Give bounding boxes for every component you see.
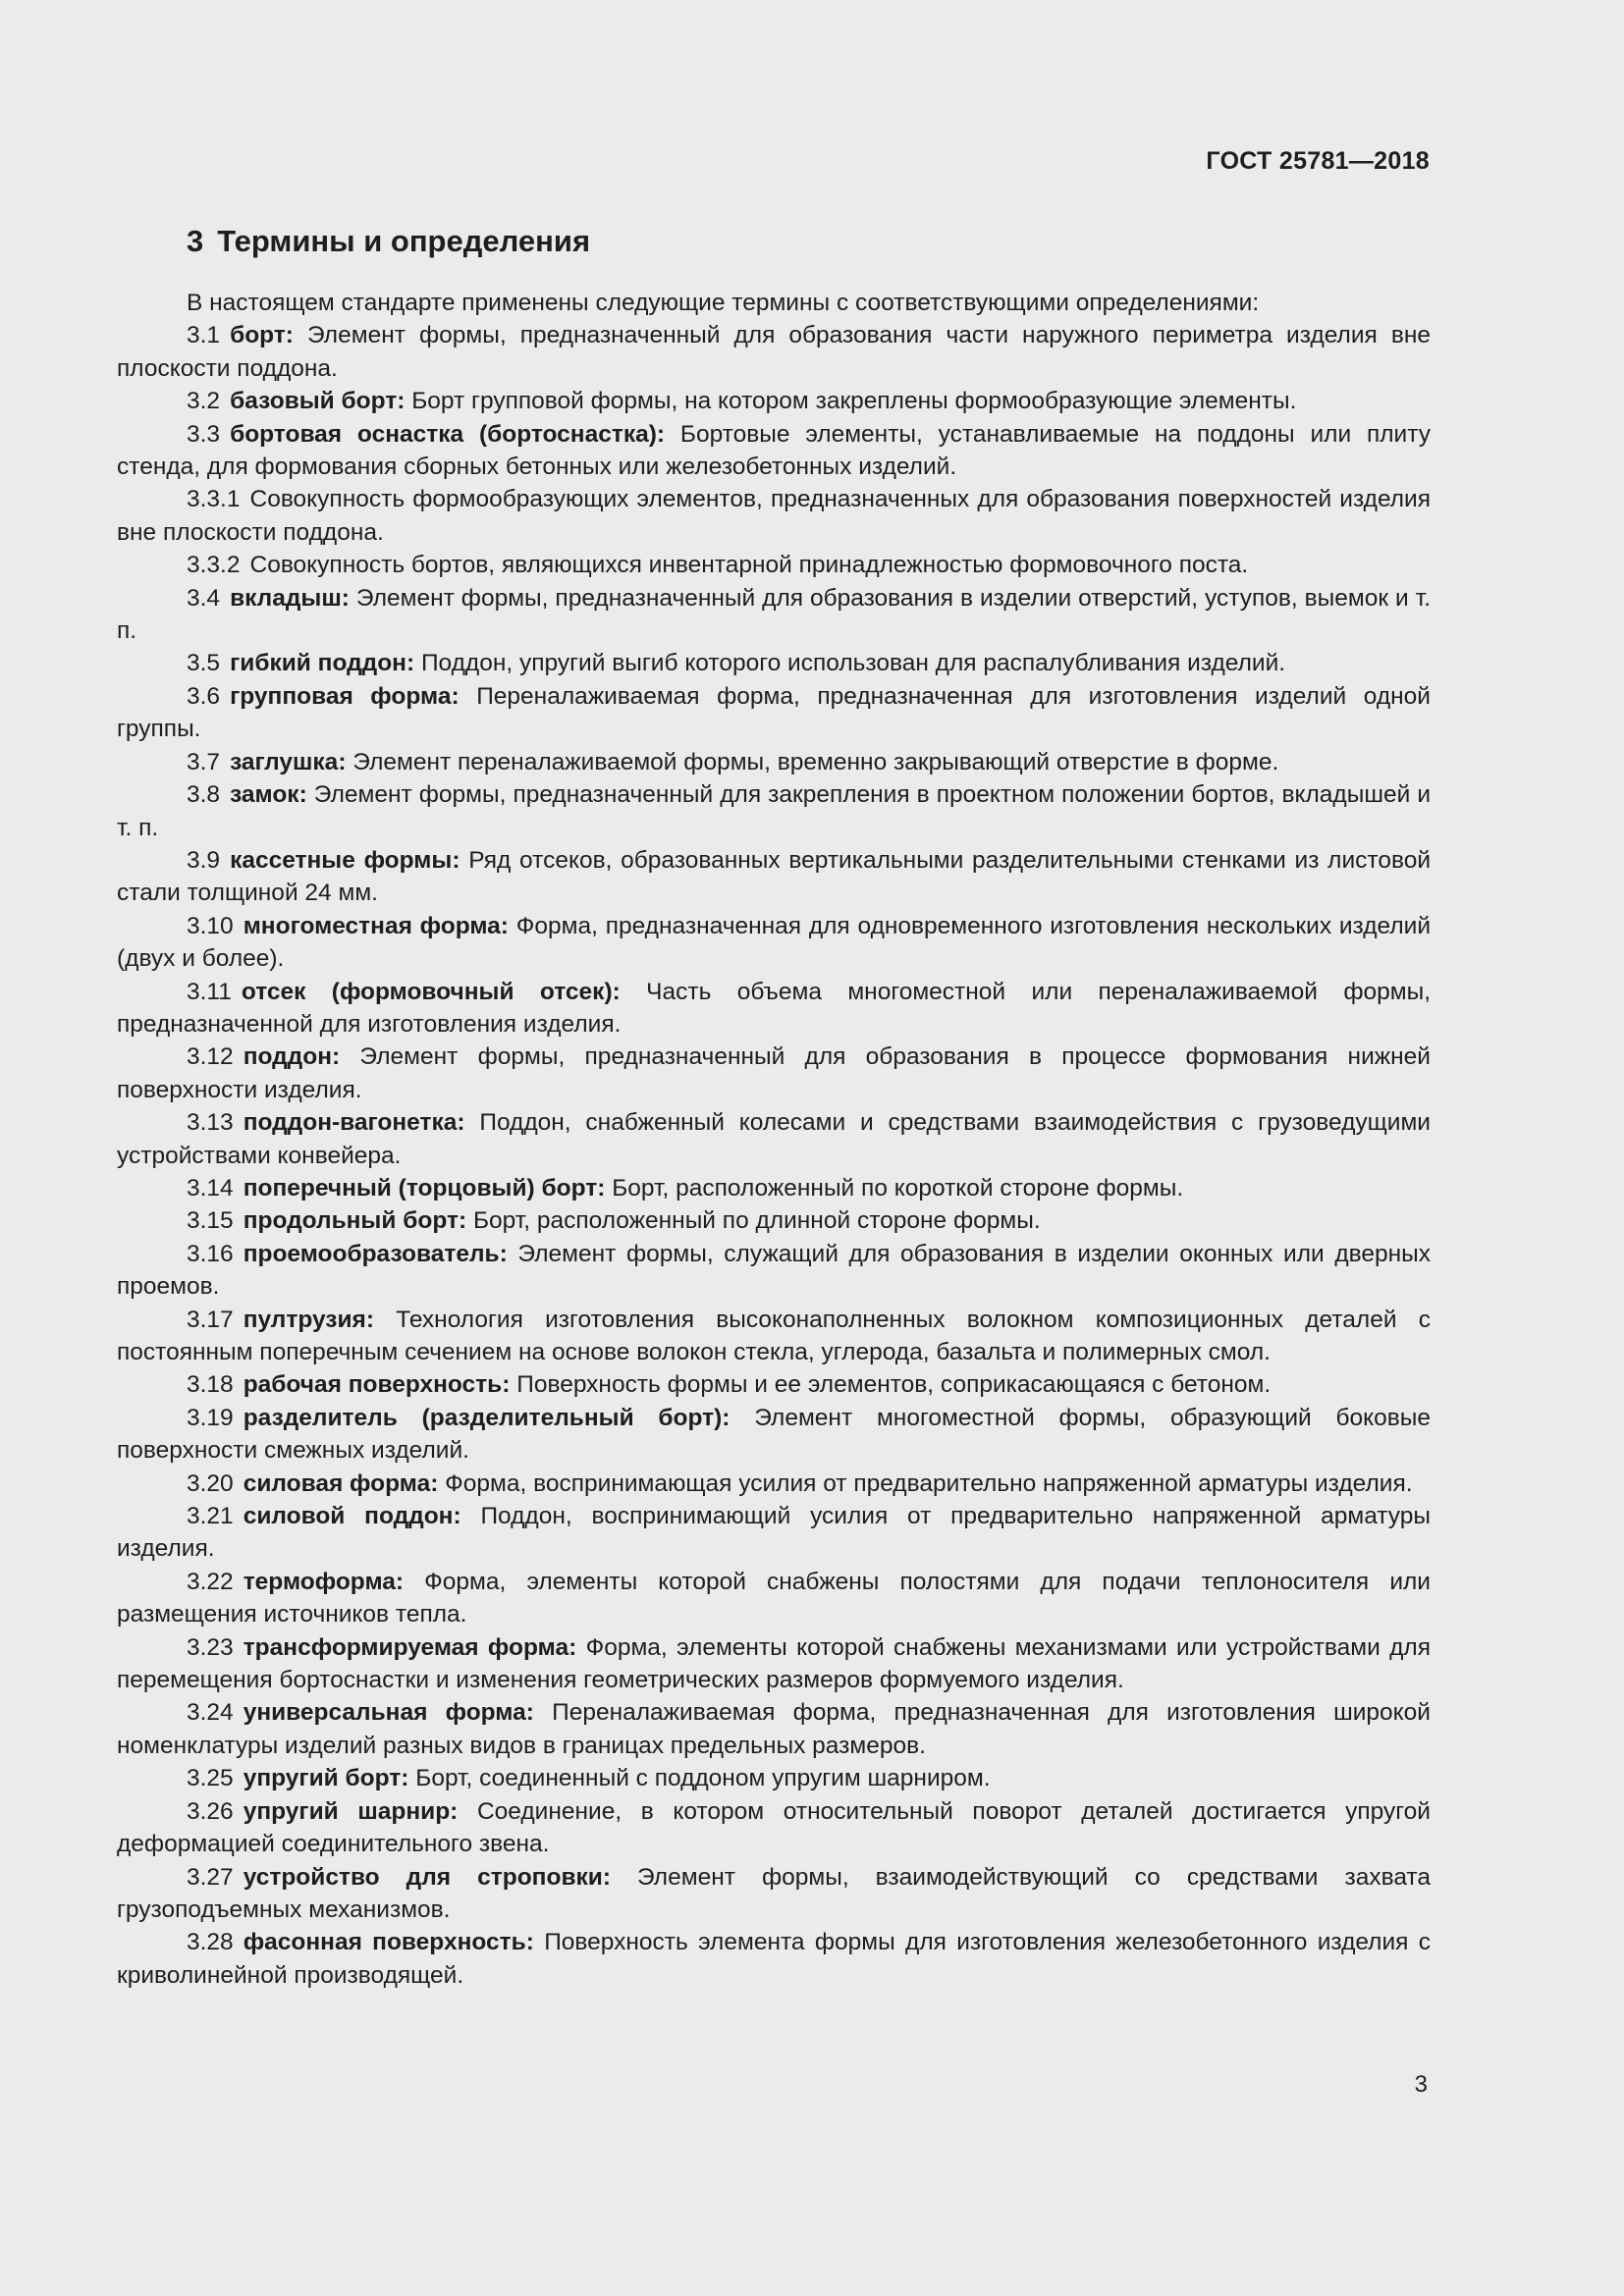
term-entry: [117, 1304, 1431, 1369]
term-name: устройство для строповки:: [243, 1863, 611, 1891]
term-entry: [117, 1500, 1431, 1566]
entry-number: 3.16: [187, 1240, 234, 1267]
term-name: упругий борт:: [243, 1765, 409, 1792]
term-name: кассетные формы:: [230, 846, 460, 874]
term-name: фасонная поверхность:: [243, 1929, 534, 1956]
terms-body: [117, 287, 1431, 1992]
term-name: замок:: [230, 781, 307, 809]
term-entry: [117, 483, 1431, 549]
term-definition: Элемент формы, предназначенный для образования части наружного периметра изделия вне плоскости поддона.: [117, 322, 1432, 382]
term-entry: [117, 1172, 1431, 1204]
term-definition: Переналаживаемая форма, предназначенная для изготовления изделий одной группы.: [117, 682, 1431, 743]
term-entry: [117, 1762, 1431, 1794]
term-entry: [117, 680, 1431, 746]
term-name: рабочая поверхность:: [243, 1371, 511, 1399]
term-definition: Борт групповой формы, на котором закреплены формообразующие элементы.: [411, 388, 1297, 415]
term-name: вкладыш:: [230, 584, 350, 612]
entry-number: 3.21: [187, 1503, 234, 1530]
term-entry: [117, 319, 1431, 385]
term-definition: Часть объема многоместной или переналаживаемой формы, предназначенной для изготовления изделия.: [117, 978, 1431, 1038]
entry-number: 3.12: [187, 1043, 234, 1071]
term-entry: [117, 1926, 1431, 1992]
term-definition: Поверхность элемента формы для изготовления железобетонного изделия с криволинейной производящей.: [117, 1929, 1431, 1989]
term-entry: [117, 1696, 1431, 1762]
entry-number: 3.6: [187, 682, 221, 710]
term-entry: [117, 778, 1431, 844]
term-name: силовой поддон:: [243, 1503, 461, 1530]
term-name: гибкий поддон:: [230, 650, 415, 677]
term-definition: Элемент формы, предназначенный для закрепления в проектном положении бортов, вкладышей и т. п.: [117, 781, 1432, 841]
entry-number: 3.22: [187, 1568, 234, 1595]
section-heading: [187, 224, 590, 259]
term-name: базовый борт:: [230, 388, 406, 415]
term-name: термоформа:: [243, 1568, 405, 1595]
term-entry: [117, 1795, 1431, 1861]
term-entry: [117, 1861, 1431, 1927]
term-definition: Поддон, воспринимающий усилия от предварительно напряженной арматуры изделия.: [117, 1503, 1431, 1563]
term-name: бортовая оснастка (бортоснастка):: [230, 420, 666, 448]
term-entry: [117, 1204, 1431, 1237]
term-name: отсек (формовочный отсек):: [241, 978, 621, 1005]
term-definition: Форма, воспринимающая усилия от предварительно напряженной арматуры изделия.: [445, 1469, 1413, 1497]
term-definition: Элемент переналаживаемой формы, временно закрывающий отверстие в форме.: [352, 748, 1279, 775]
term-name: упругий шарнир:: [243, 1797, 459, 1825]
term-entry: [117, 1631, 1431, 1697]
entry-number: 3.4: [187, 584, 221, 612]
standard-code: ГОСТ 25781—2018: [1206, 147, 1430, 175]
section-number: 3: [187, 224, 204, 258]
term-definition: Борт, соединенный с поддоном упругим шарниром.: [415, 1765, 991, 1792]
entry-number: 3.8: [187, 781, 221, 809]
entry-number: 3.3.1: [187, 486, 241, 513]
term-definition: Ряд отсеков, образованных вертикальными разделительными стенками из листовой стали толщиной 24 мм.: [117, 846, 1432, 907]
term-entry: [117, 976, 1431, 1041]
term-entry: [117, 1238, 1431, 1304]
entry-number: 3.2: [187, 388, 221, 415]
term-entry: [117, 1402, 1431, 1468]
term-entry: [117, 582, 1431, 648]
term-list: [117, 319, 1431, 1992]
term-name: заглушка:: [230, 748, 347, 775]
term-definition: Форма, предназначенная для одновременного изготовления нескольких изделий (двух и более).: [117, 912, 1432, 973]
page-number: 3: [1414, 2071, 1428, 2098]
entry-number: 3.20: [187, 1469, 234, 1497]
term-name: проемообразователь:: [243, 1240, 508, 1267]
term-definition: Поверхность формы и ее элементов, соприкасающаяся с бетоном.: [516, 1371, 1272, 1399]
term-entry: [117, 1468, 1431, 1500]
term-entry: [117, 1106, 1431, 1172]
term-definition: Элемент многоместной формы, образующий боковые поверхности смежных изделий.: [117, 1404, 1432, 1465]
term-name: поддон-вагонетка:: [243, 1109, 465, 1137]
term-entry: [117, 1041, 1431, 1106]
term-name: борт:: [230, 322, 294, 349]
term-definition: Технология изготовления высоконаполненных волокном композиционных деталей с постоянным поперечным сечением на основе волокон стекла, углерода, базальта и полимерных смол.: [117, 1306, 1431, 1365]
entry-number: 3.28: [187, 1929, 234, 1956]
entry-number: 3.27: [187, 1863, 234, 1891]
term-name: групповая форма:: [230, 682, 460, 710]
term-definition: Форма, элементы которой снабжены полостями для подачи теплоносителя или размещения источников тепла.: [117, 1568, 1431, 1629]
entry-number: 3.15: [187, 1207, 234, 1235]
entry-number: 3.3: [187, 420, 221, 448]
entry-number: 3.7: [187, 748, 221, 775]
entry-number: 3.1: [187, 322, 221, 349]
term-entry: [117, 549, 1431, 581]
term-definition: Поддон, снабженный колесами и средствами взаимодействия с грузоведущими устройствами конвейера.: [117, 1109, 1431, 1169]
term-name: поперечный (торцовый) борт:: [243, 1174, 606, 1201]
entry-number: 3.13: [187, 1109, 234, 1137]
term-definition: Борт, расположенный по длинной стороне формы.: [472, 1207, 1041, 1235]
entry-number: 3.18: [187, 1371, 234, 1399]
entry-number: 3.11: [187, 978, 232, 1005]
entry-number: 3.19: [187, 1404, 234, 1431]
entry-number: 3.5: [187, 650, 221, 677]
term-name: поддон:: [243, 1043, 341, 1071]
term-definition: Совокупность формообразующих элементов, предназначенных для образования поверхностей изделия вне плоскости поддона.: [117, 486, 1431, 546]
term-entry: [117, 647, 1431, 679]
term-definition: Поддон, упругий выгиб которого использован для распалубливания изделий.: [420, 650, 1286, 677]
term-definition: Элемент формы, предназначенный для образования в изделии отверстий, уступов, выемок и т. п.: [117, 584, 1431, 645]
term-name: продольный борт:: [243, 1207, 467, 1235]
entry-number: 3.3.2: [187, 552, 241, 579]
term-name: силовая форма:: [243, 1469, 439, 1497]
term-entry: [117, 385, 1431, 417]
term-entry: [117, 1368, 1431, 1401]
entry-number: 3.24: [187, 1699, 234, 1727]
entry-number: 3.25: [187, 1765, 234, 1792]
term-definition: Соединение, в котором относительный поворот деталей достигается упругой деформацией соединительного звена.: [117, 1797, 1431, 1858]
entry-number: 3.9: [187, 846, 221, 874]
entry-number: 3.23: [187, 1633, 234, 1661]
term-name: разделитель (разделительный борт):: [243, 1404, 731, 1431]
term-entry: [117, 418, 1431, 484]
term-entry: [117, 1566, 1431, 1631]
term-definition: Элемент формы, служащий для образования в изделии оконных или дверных проемов.: [117, 1240, 1431, 1301]
term-definition: Элемент формы, взаимодействующий со средствами захвата грузоподъемных механизмов.: [117, 1863, 1431, 1923]
term-definition: Форма, элементы которой снабжены механизмами или устройствами для перемещения бортоснастки и изменения геометрических размеров формуемого изделия.: [117, 1633, 1431, 1694]
term-entry: [117, 844, 1431, 910]
term-definition: Переналаживаемая форма, предназначенная для изготовления широкой номенклатуры изделий разных видов в границах предельных размеров.: [117, 1699, 1431, 1759]
term-definition: Бортовые элементы, устанавливаемые на поддоны или плиту стенда, для формования сборных бетонных или железобетонных изделий.: [117, 420, 1431, 481]
term-name: трансформируемая форма:: [243, 1633, 577, 1661]
term-entry: [117, 910, 1431, 976]
entry-number: 3.14: [187, 1174, 234, 1201]
term-definition: Борт, расположенный по короткой стороне формы.: [612, 1174, 1184, 1201]
term-name: универсальная форма:: [243, 1699, 534, 1727]
term-name: многоместная форма:: [243, 912, 509, 939]
entry-number: 3.17: [187, 1306, 234, 1333]
term-name: пултрузия:: [243, 1306, 374, 1333]
intro-paragraph: В настоящем стандарте применены следующие термины с соответствующими определениями:: [187, 290, 1260, 316]
entry-number: 3.26: [187, 1797, 234, 1825]
term-definition: Элемент формы, предназначенный для образования в процессе формования нижней поверхности изделия.: [117, 1043, 1431, 1103]
entry-number: 3.10: [187, 912, 234, 939]
section-title: Термины и определения: [217, 224, 591, 258]
term-definition: Совокупность бортов, являющихся инвентарной принадлежностью формовочного поста.: [249, 552, 1249, 579]
term-entry: [117, 746, 1431, 778]
